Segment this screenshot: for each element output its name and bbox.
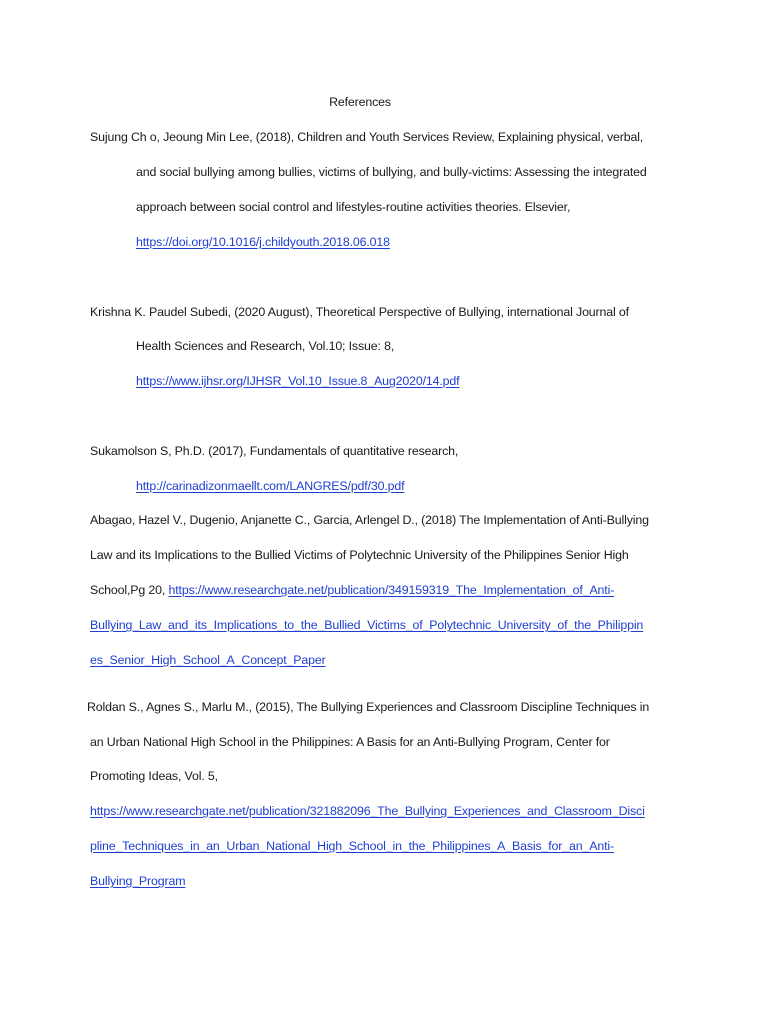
ref3-line1: Sukamolson S, Ph.D. (2017), Fundamentals of quantitative research, bbox=[90, 444, 459, 458]
ref5-link-part2[interactable]: pline_Techniques_in_an_Urban_National_High_School_in_the_Philippines_A_Basis_for_an_Anti- bbox=[90, 839, 614, 853]
ref4-line1: Abagao, Hazel V., Dugenio, Anjanette C., Garcia, Arlengel D., (2018) The Implementation of Anti-Bullying bbox=[90, 513, 649, 527]
ref2-link[interactable]: https://www.ijhsr.org/IJHSR_Vol.10_Issue.8_Aug2020/14.pdf bbox=[136, 374, 460, 388]
ref4-link-part1[interactable]: https://www.researchgate.net/publication/349159319_The_Implementation_of_Anti- bbox=[168, 583, 615, 597]
ref5-line3: Promoting Ideas, Vol. 5, bbox=[90, 769, 218, 783]
ref1-line2: and social bullying among bullies, victims of bullying, and bully-victims: Assessing the integrated bbox=[136, 165, 647, 179]
ref2-line2: Health Sciences and Research, Vol.10; Issue: 8, bbox=[136, 339, 395, 353]
ref2-line1: Krishna K. Paudel Subedi, (2020 August), Theoretical Perspective of Bullying, international Journal of bbox=[90, 305, 629, 319]
ref1-line1: Sujung Ch o, Jeoung Min Lee, (2018), Children and Youth Services Review, Explaining physical, verbal, bbox=[90, 130, 644, 144]
ref4-line2: Law and its Implications to the Bullied Victims of Polytechnic University of the Philippines Senior High bbox=[90, 548, 629, 562]
ref5-link-part1[interactable]: https://www.researchgate.net/publication/321882096_The_Bullying_Experiences_and_Classroom_Disci bbox=[90, 804, 645, 818]
ref5-link-part3[interactable]: Bullying_Program bbox=[90, 874, 186, 888]
ref1-line3: approach between social control and lifestyles-routine activities theories. Elsevier, bbox=[136, 200, 571, 214]
ref4-line3 bbox=[90, 582, 614, 598]
ref5-line2: an Urban National High School in the Philippines: A Basis for an Anti-Bullying Program, Center for bbox=[90, 735, 610, 749]
references-heading: References bbox=[329, 95, 391, 109]
ref5-line1: Roldan S., Agnes S., Marlu M., (2015), The Bullying Experiences and Classroom Discipline Techniques in bbox=[87, 700, 650, 714]
ref4-link-part2[interactable]: Bullying_Law_and_its_Implications_to_the_Bullied_Victims_of_Polytechnic_University_of_the_Philippin bbox=[90, 618, 644, 632]
ref1-link[interactable]: https://doi.org/10.1016/j.childyouth.2018.06.018 bbox=[136, 235, 390, 249]
ref3-link[interactable]: http://carinadizonmaellt.com/LANGRES/pdf/30.pdf bbox=[136, 479, 405, 493]
ref4-link-part3[interactable]: es_Senior_High_School_A_Concept_Paper bbox=[90, 653, 326, 667]
ref4-prefix: School,Pg 20, bbox=[90, 583, 169, 597]
